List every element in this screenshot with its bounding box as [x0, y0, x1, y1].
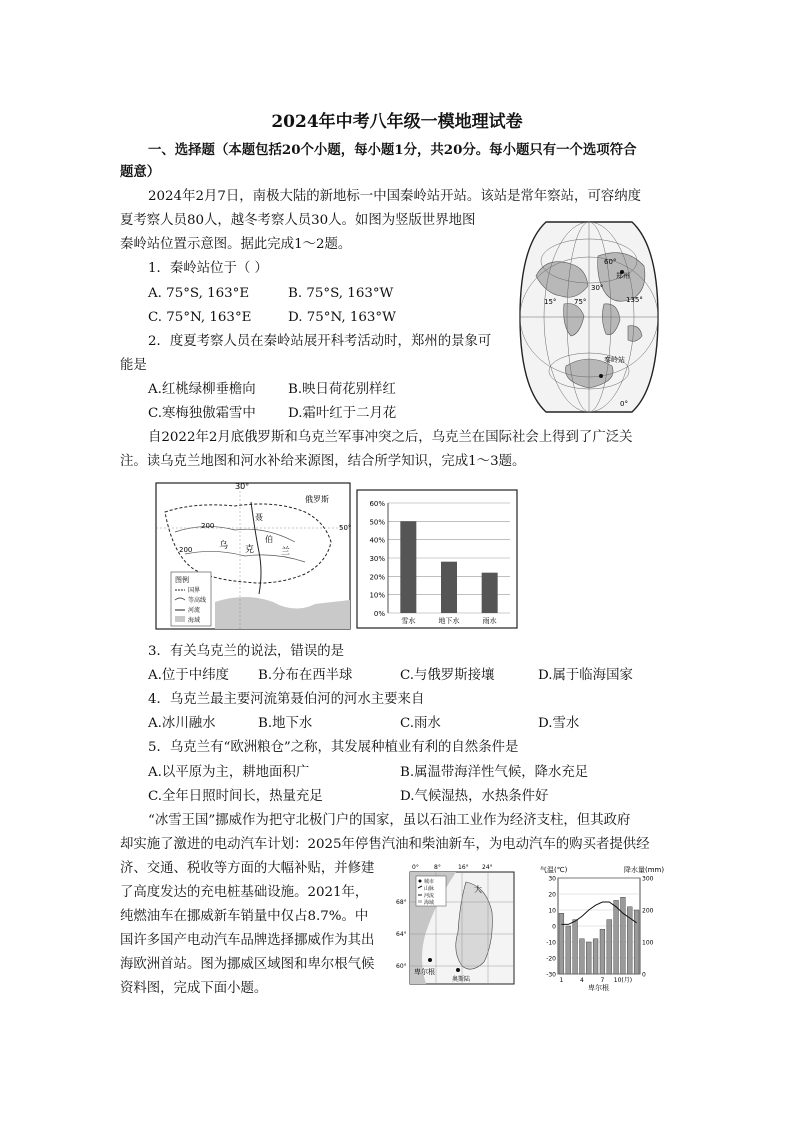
bergen-marker [428, 958, 432, 962]
bar-category-label: 雨水 [482, 617, 497, 625]
climate-right-tick: 100 [642, 939, 654, 947]
q1-stem: 1．秦岭站位于（ ） [148, 261, 268, 276]
section-heading: 一、选择题（本题包括20个小题，每小题1分，共20分。每小题只有一个选项符合 [148, 142, 637, 158]
climate-xtick: 4 [580, 977, 584, 984]
qinling-station-marker [599, 374, 603, 378]
legend-border: 国界 [188, 587, 201, 594]
map3-label-bergen: 卑尔根 [414, 968, 435, 976]
norway-map [396, 862, 518, 988]
climate-xtick: 10(月) [613, 977, 633, 984]
precip-bar [559, 913, 564, 974]
map1-label-qinling: 秦岭站 [604, 356, 625, 364]
map2-label-30: 30° [235, 482, 250, 491]
vertical-world-map [516, 216, 662, 418]
map1-label-15: 15° [544, 298, 557, 306]
q3-option-b: B.分布在西半球 [258, 668, 353, 683]
climate-right-tick: 300 [642, 875, 654, 883]
map1-label-135: 135° [626, 296, 643, 304]
legend-contour: 等高线 [188, 597, 207, 604]
map1-label-zhengzhou: 郑州 [616, 272, 630, 280]
legend-title: 图例 [175, 576, 189, 584]
climate-left-title: 气温(℃) [540, 866, 568, 874]
climate-left-tick: 20 [548, 891, 556, 899]
map3-label-60: 60° [396, 963, 407, 970]
passage3-line7: 海欧洲首站。图为挪威区域图和卑尔根气候 [120, 957, 375, 972]
norway-legend-mountain: 山脉 [424, 886, 435, 892]
climate-xtick: 7 [600, 977, 605, 984]
legend-sea: 海域 [188, 617, 201, 624]
bar-ytick-label: 50% [369, 518, 385, 527]
map2-label-200b: 200 [179, 546, 193, 554]
passage3-line6: 国许多国产电动汽车品牌选择挪威作为其出 [120, 933, 375, 948]
map3-label-8: 8° [434, 864, 441, 871]
norway-legend-sea: 海域 [424, 900, 435, 906]
map2-label-50: 50° [339, 524, 351, 532]
map2-label-nie: 聂 [255, 513, 263, 522]
precip-bar [614, 900, 619, 974]
passage2-line2: 注。读乌克兰地图和河水补给来源图，结合所学知识，完成1～3题。 [120, 454, 526, 469]
map1-label-75: 75° [574, 298, 587, 306]
precip-bar [566, 926, 571, 974]
map3-label-da: 大 [474, 885, 482, 894]
map2-label-wu: 乌 [219, 541, 229, 551]
q3-option-c: C.与俄罗斯接壤 [400, 668, 495, 683]
q5-stem: 5．乌克兰有“欧洲粮仓”之称，其发展种植业有利的自然条件是 [148, 740, 519, 755]
q4-option-b: B.地下水 [258, 716, 313, 731]
passage2-line1: 自2022年2月底俄罗斯和乌克兰军事冲突之后，乌克兰在国际社会上得到了广泛关 [148, 430, 633, 445]
passage3-line3: 济、交通、税收等方面的大幅补贴，并修建 [120, 861, 375, 876]
bar [400, 521, 416, 613]
map3-label-24: 24° [482, 864, 493, 871]
map2-label-bo: 伯 [265, 535, 273, 544]
map3-label-68: 68° [396, 899, 407, 906]
q2-stem: 2．度夏考察人员在秦岭站展开科考活动时，郑州的景象可 [148, 334, 492, 349]
section-heading-cont: 题意） [120, 164, 161, 180]
precip-bar [586, 942, 591, 974]
precip-bar [580, 939, 585, 974]
q3-option-d: D.属于临海国家 [538, 668, 633, 683]
climate-right-tick: 200 [642, 907, 654, 915]
map2-label-lan: 兰 [281, 547, 291, 557]
climate-xtick: 1 [559, 977, 564, 984]
passage1-line1: 2024年2月7日，南极大陆的新地标一中国秦岭站开站。该站是常年察站，可容纳度 [148, 189, 642, 204]
map3-label-oslo: 奥斯陆 [452, 976, 471, 983]
q4-option-d: D.雪水 [538, 716, 580, 731]
climate-left-tick: 30 [548, 875, 556, 883]
oslo-marker [456, 968, 460, 972]
passage1-line3: 秦岭站位置示意图。据此完成1～2题。 [120, 237, 352, 252]
bar [441, 562, 457, 613]
q4-stem: 4．乌克兰最主要河流第聂伯河的河水主要来自 [148, 692, 425, 707]
bar-category-label: 雪水 [401, 617, 416, 625]
map2-label-russia: 俄罗斯 [305, 495, 329, 504]
map1-label-30: 30° [591, 284, 604, 292]
norway-legend-river: 河流 [424, 893, 435, 899]
precip-bar [593, 939, 598, 974]
passage1-line2: 夏考察人员80人，越冬考察人员30人。如图为竖版世界地图 [120, 213, 476, 228]
q2-option-c: C.寒梅独傲霜雪中 [148, 406, 256, 421]
q1-option-a: A. 75°S, 163°E [148, 286, 250, 301]
bar-ytick-label: 0% [373, 610, 385, 618]
passage3-line8: 资料图，完成下面小题。 [120, 981, 268, 996]
river-supply-bar-chart [356, 489, 518, 629]
map3-label-16: 16° [458, 864, 469, 871]
map3-label-0: 0° [412, 864, 419, 871]
ukraine-map [155, 482, 351, 630]
q2-stem-cont: 能是 [120, 358, 147, 373]
passage3-line1: “冰雪王国”挪威作为把守北极门户的国家，虽以石油工业作为经济支柱，但其政府 [148, 813, 631, 828]
map1-label-0: 0° [620, 400, 628, 408]
bergen-climate-chart [536, 862, 668, 992]
precip-bar [600, 929, 605, 974]
q5-option-b: B.属温带海洋性气候，降水充足 [400, 765, 589, 780]
bar-ytick-label: 40% [369, 536, 385, 545]
q5-option-a: A.以平原为主，耕地面积广 [148, 765, 310, 780]
precip-bar [621, 897, 626, 974]
climate-left-tick: -20 [546, 955, 556, 963]
q5-option-d: D.气候湿热，水热条件好 [400, 789, 549, 804]
bar [482, 573, 498, 613]
q2-option-b: B.映日荷花别样红 [288, 382, 396, 397]
passage3-line2: 却实施了激进的电动汽车计划：2025年停售汽油和柴油新车，为电动汽车的购买者提供经 [120, 837, 650, 852]
q2-option-d: D.霜叶红于二月花 [288, 406, 397, 421]
q3-option-a: A.位于中纬度 [148, 668, 229, 683]
climate-left-tick: 10 [548, 907, 556, 915]
q5-option-c: C.全年日照时间长，热量充足 [148, 789, 323, 804]
q1-option-d: D. 75°N, 163°W [288, 310, 396, 325]
precip-bar [634, 910, 639, 974]
q1-option-b: B. 75°S, 163°W [288, 286, 394, 301]
q4-option-c: C.雨水 [400, 716, 441, 731]
passage3-line5: 纯燃油车在挪威新车销量中仅占8.7%。中 [120, 909, 369, 924]
page-title: 2024年中考八年级一模地理试卷 [271, 112, 523, 132]
precip-bar [607, 920, 612, 974]
bar-ytick-label: 20% [369, 573, 385, 582]
climate-left-tick: -10 [546, 939, 556, 947]
norway-legend-city: 城市 [424, 879, 435, 885]
bar-ytick-label: 30% [369, 555, 385, 563]
climate-left-tick: 0 [552, 923, 556, 931]
legend-river: 河流 [188, 607, 201, 614]
q2-option-a: A.红桃绿柳垂檐向 [148, 382, 256, 397]
q3-stem: 3．有关乌克兰的说法，错误的是 [148, 644, 344, 659]
map1-label-60: 60° [604, 258, 617, 266]
climate-right-title: 降水量(mm) [624, 866, 665, 874]
map2-label-ke: 克 [245, 545, 255, 555]
q4-option-a: A.冰川融水 [148, 716, 216, 731]
climate-right-tick: 0 [642, 971, 646, 979]
bar-category-label: 地下水 [438, 617, 460, 625]
climate-left-tick: -30 [546, 971, 556, 979]
bar-ytick-label: 10% [369, 591, 385, 600]
map3-label-64: 64° [396, 931, 407, 938]
passage3-line4: 了高度发达的充电桩基础设施。2021年， [120, 885, 369, 900]
precip-bar [573, 920, 578, 974]
map2-label-200a: 200 [201, 522, 215, 530]
map2-legend [171, 572, 211, 626]
climate-caption: 卑尔根 [588, 984, 609, 992]
q1-option-c: C. 75°N, 163°E [148, 310, 252, 325]
bar-ytick-label: 60% [369, 500, 385, 508]
